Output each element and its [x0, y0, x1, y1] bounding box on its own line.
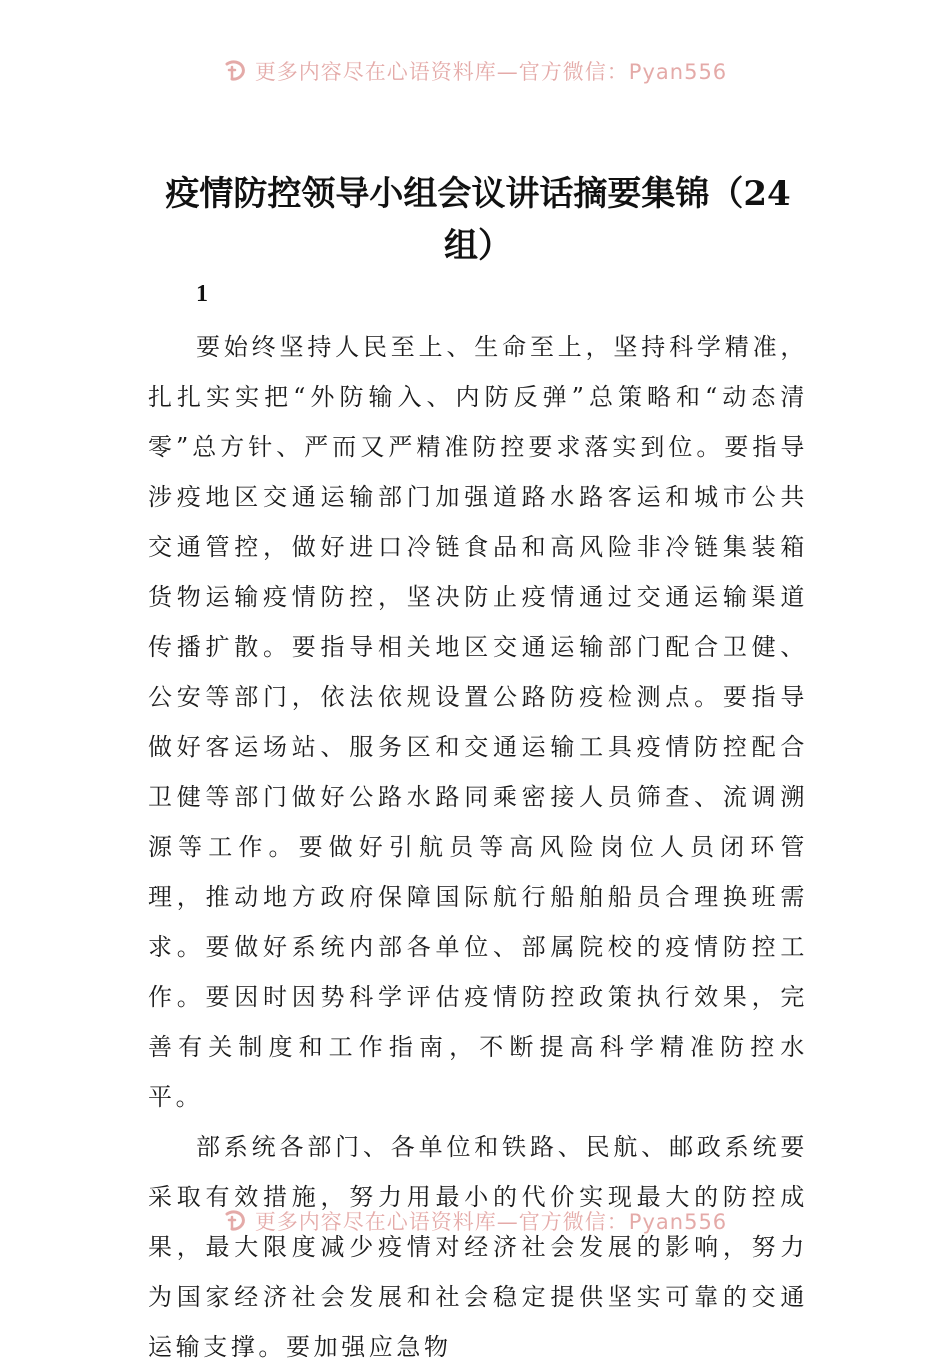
brand-logo-icon — [223, 1208, 249, 1234]
paragraph: 部系统各部门、各单位和铁路、民航、邮政系统要采取有效措施，努力用最小的代价实现最大的防控成果，最大限度减少疫情对经济社会发展的影响，努力为国家经济社会发展和社会稳定提供坚实可靠的交通运输支撑。要加强应急物 — [148, 1133, 808, 1361]
paragraph: 要始终坚持人民至上、生命至上，坚持科学精准，扎扎实实把“外防输入、内防反弹”总策略和“动态清零”总方针、严而又严精准防控要求落实到位。要指导涉疫地区交通运输部门加强道路水路客运和城市公共交通管控，做好进口冷链食品和高风险非冷链集装箱货物运输疫情防控，坚决防止疫情通过交通运输渠道传播扩散。要指导相关地区交通运输部门配合卫健、公安等部门，依法依规设置公路防疫检测点。要指导做好客运场站、服务区和交通运输工具疫情防控配合卫健等部门做好公路水路同乘密接人员筛查、流调溯源等工作。要做好引航员等高风险岗位人员闭环管理，推动地方政府保障国际航行船舶船员合理换班需求。要做好系统内部各单位、部属院校的疫情防控工作。要因时因势科学评估疫情防控政策执行效果，完善有关制度和工作指南，不断提高科学精准防控水平。 — [148, 333, 808, 1111]
watermark-text: 更多内容尽在心语资料库—官方微信：Pyan556 — [254, 60, 728, 84]
watermark-text: 更多内容尽在心语资料库—官方微信：Pyan556 — [254, 1210, 728, 1234]
brand-logo-icon — [223, 58, 249, 84]
document-title: 疫情防控领导小组会议讲话摘要集锦（24组） — [165, 174, 791, 266]
section-number: 1 — [196, 281, 208, 307]
footer-watermark — [0, 1208, 950, 1234]
header-watermark — [0, 58, 950, 84]
